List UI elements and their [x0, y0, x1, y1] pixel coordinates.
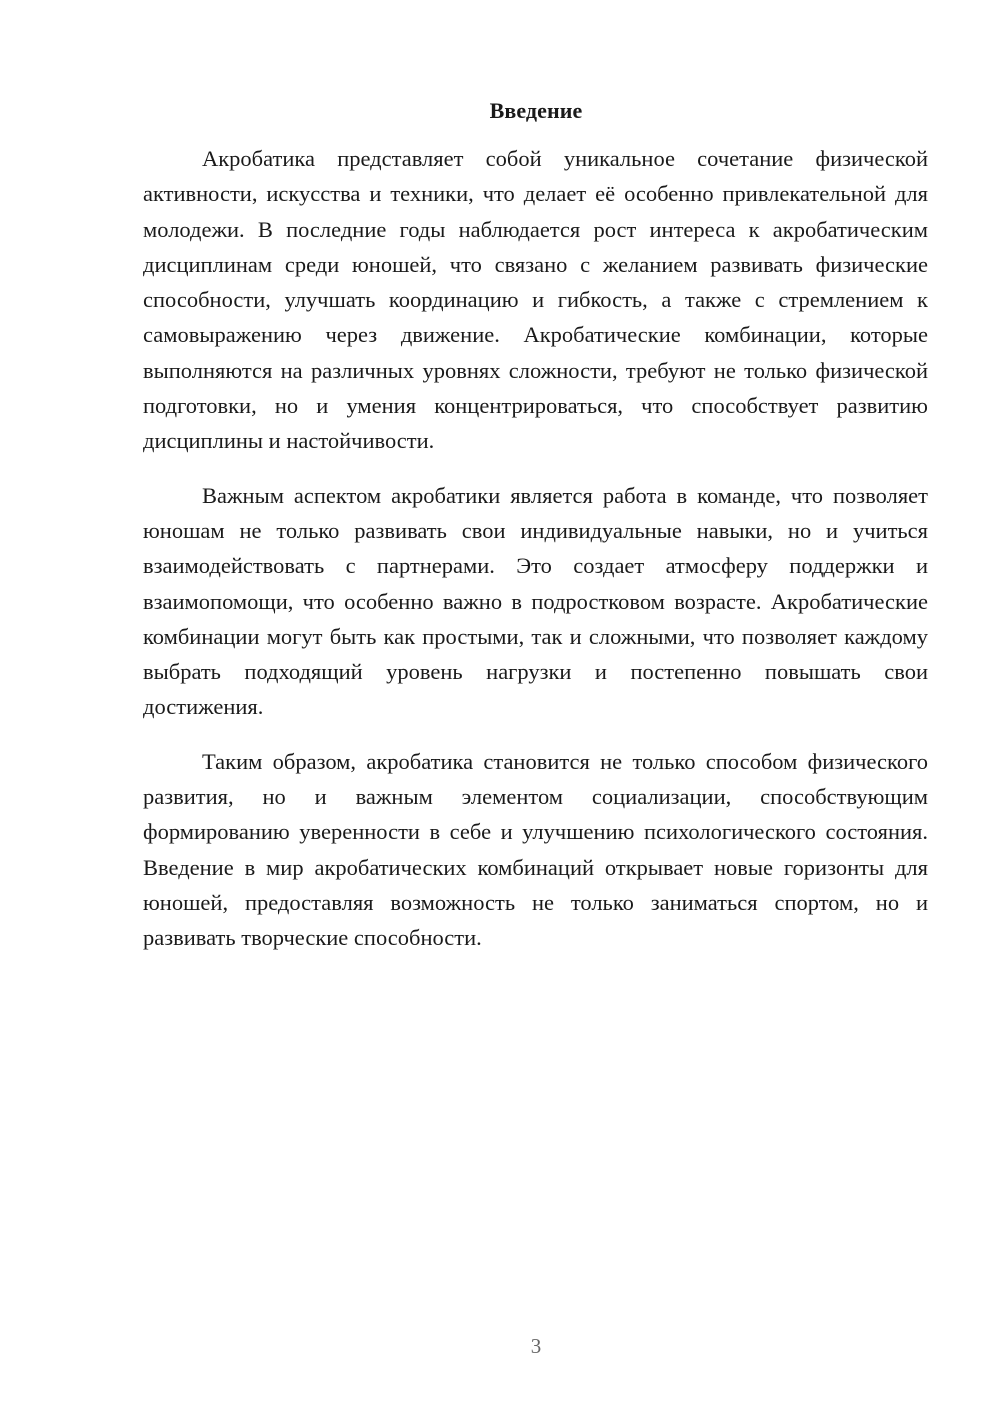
paragraph-1: Акробатика представляет собой уникальное сочетание физической активности, искусства и техники, что делает её особенно привлекательной для молодежи. В последние годы наблюдается рост интереса к акробатическим дисциплинам среди юношей, что связано с желанием развивать физические способности, улучшать координацию и гибкость, а также с стремлением к самовыражению через движение. Акробатические комбинации, которые выполняются на различных уровнях сложности, требуют не только физической подготовки, но и умения концентрироваться, что способствует развитию дисциплины и настойчивости. — [143, 146, 928, 454]
paragraph-2: Важным аспектом акробатики является работа в команде, что позволяет юношам не только развивать свои индивидуальные навыки, но и учиться взаимодействовать с партнерами. Это создает атмосферу поддержки и взаимопомощи, что особенно важно в подростковом возрасте. Акробатические комбинации могут быть как простыми, так и сложными, что позволяет каждому выбрать подходящий уровень нагрузки и постепенно повышать свои достижения. — [143, 482, 928, 720]
page-number: 3 — [530, 1334, 542, 1358]
section-title: Введение — [489, 98, 583, 123]
body-text — [143, 141, 928, 956]
paragraph-3: Таким образом, акробатика становится не только способом физического развития, но и важным элементом социализации, способствующим формированию уверенности в себе и улучшению психологического состояния. Введение в мир акробатических комбинаций открывает новые горизонты для юношей, предоставляя возможность не только заниматься спортом, но и развивать творческие способности. — [143, 748, 928, 951]
